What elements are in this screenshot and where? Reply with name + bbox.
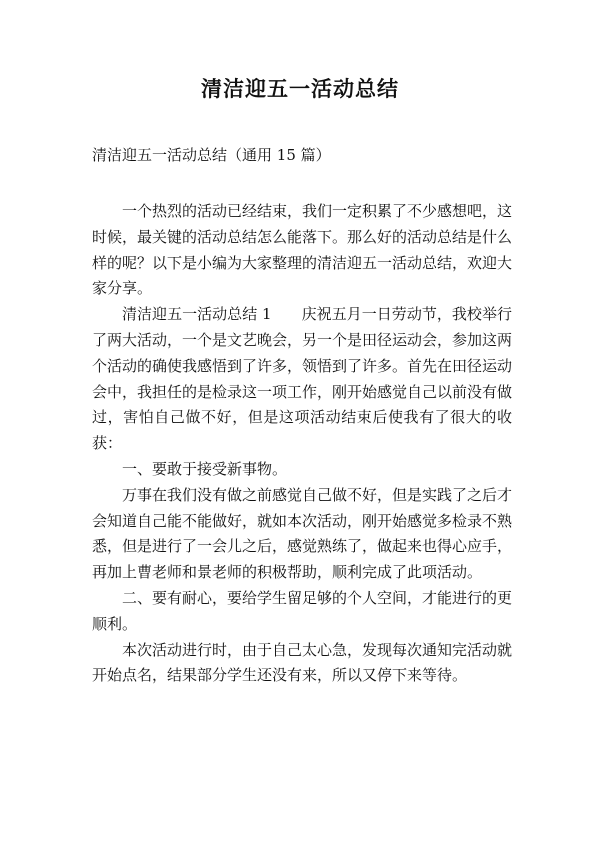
paragraph-intro: 一个热烈的活动已经结束，我们一定积累了不少感想吧，这时候，最关键的活动总结怎么能落下。那么好的活动总结是什么样的呢？以下是小编为大家整理的清洁迎五一活动总结，欢迎大家分享。	[92, 202, 513, 298]
paragraph-summary-1: 清洁迎五一活动总结 1 庆祝五月一日劳动节，我校举行了两大活动，一个是文艺晚会，另一个是田径运动会，参加这两个活动的确使我感悟到了许多，领悟到了许多。首先在田径运动会中，我担任的是检录这一项工作，刚开始感觉自己以前没有做过，害怕自己做不好，但是这项活动结束后使我有了很大的收获：	[92, 305, 513, 453]
paragraph-point-1-detail: 万事在我们没有做之前感觉自己做不好，但是实践了之后才会知道自己能不能做好，就如本次活动，刚开始感觉多检录不熟悉，但是进行了一会儿之后，感觉熟练了，做起来也得心应手，再加上曹老师和景老师的积极帮助，顺利完成了此项活动。	[92, 485, 513, 582]
document-body	[92, 199, 512, 689]
document-title: 清洁迎五一活动总结	[201, 77, 399, 101]
paragraph-point-1: 一、要敢于接受新事物。	[122, 459, 288, 478]
paragraph-point-2: 二、要有耐心，要给学生留足够的个人空间，才能进行的更顺利。	[92, 588, 513, 633]
document-subtitle: 清洁迎五一活动总结（通用 15 篇）	[92, 146, 331, 164]
paragraph-point-2-detail: 本次活动进行时，由于自己太心急，发现每次通知完活动就开始点名，结果部分学生还没有来，所以又停下来等待。	[92, 640, 513, 685]
